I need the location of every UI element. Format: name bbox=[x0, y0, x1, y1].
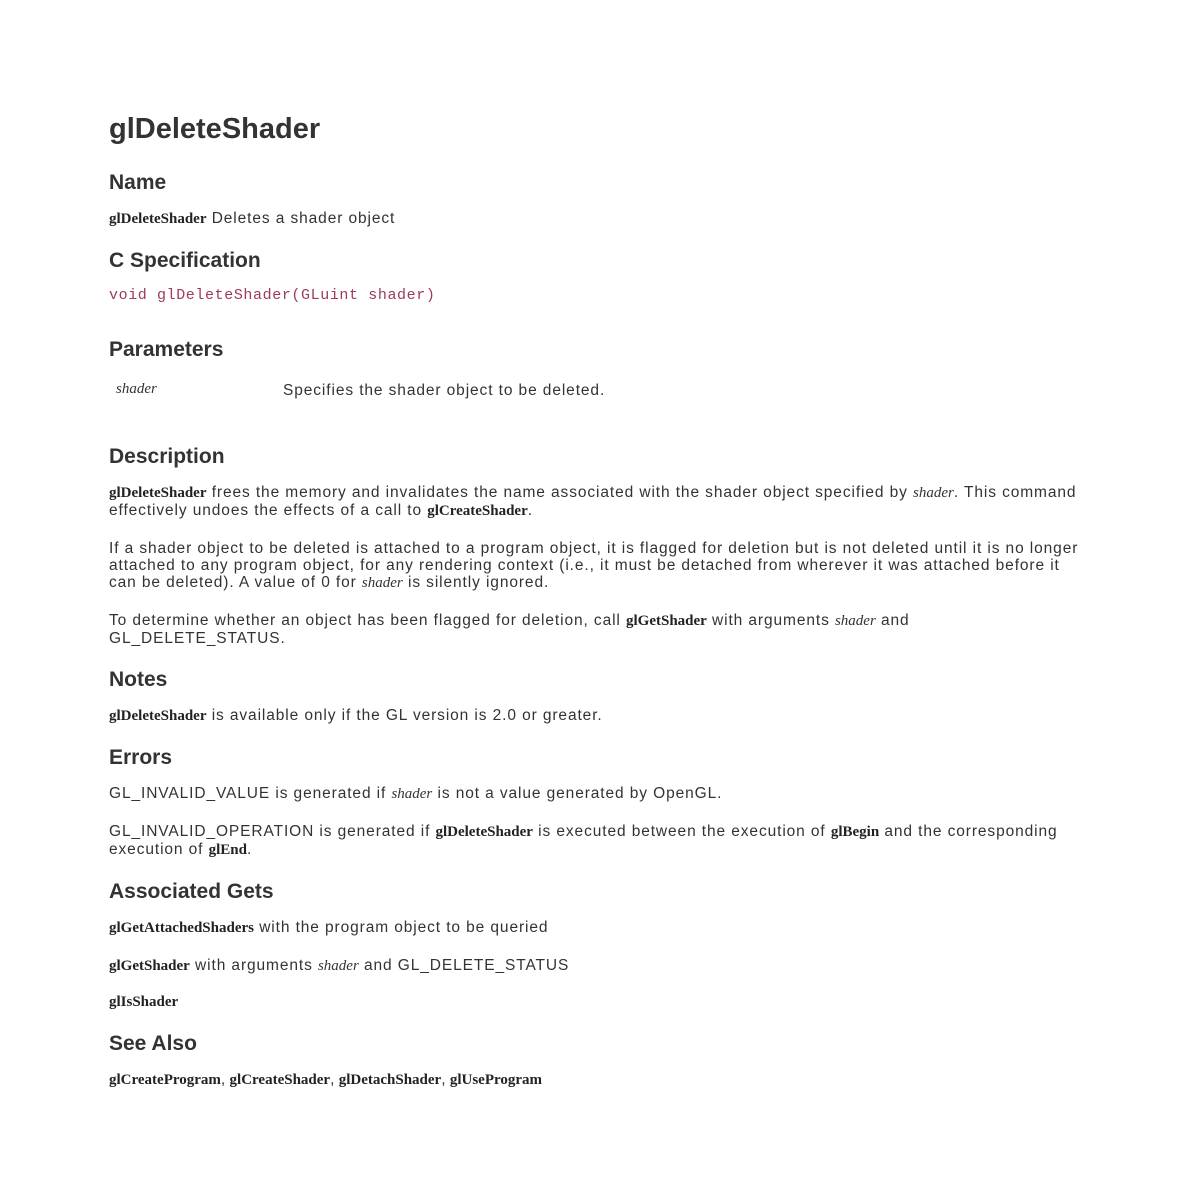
error-invalid-value: GL_INVALID_VALUE is generated if shader is not a value generated by OpenGL. bbox=[109, 785, 723, 802]
associated-get-1: glGetAttachedShaders with the program object to be queried bbox=[109, 919, 549, 936]
description-paragraph-2: If a shader object to be deleted is attached to a program object, it is flagged for deletion but is not deleted until it is no longer attached to any program object, for any rendering context (i.e., it must be detached from wherever it was attached before it can be deleted). A value of 0 for shader is silently ignored. bbox=[109, 540, 1079, 591]
function-link[interactable]: glEnd bbox=[208, 842, 247, 858]
parameter-ref: shader bbox=[913, 485, 954, 501]
function-signature: void glDeleteShader(GLuint shader) bbox=[109, 287, 436, 304]
errors-heading: Errors bbox=[109, 746, 173, 769]
parameters-heading: Parameters bbox=[109, 338, 224, 361]
associated-gets-heading: Associated Gets bbox=[109, 880, 274, 903]
parameter-ref: shader bbox=[361, 575, 403, 591]
function-link[interactable]: glDeleteShader bbox=[109, 708, 207, 724]
parameter-name: shader bbox=[116, 381, 157, 397]
separator: , bbox=[441, 1071, 450, 1088]
function-link[interactable]: glIsShader bbox=[109, 994, 179, 1010]
associated-get-2: glGetShader with arguments shader and GL_DELETE_STATUS bbox=[109, 957, 570, 974]
parameter-description: Specifies the shader object to be deleted. bbox=[283, 382, 606, 399]
see-also-heading: See Also bbox=[109, 1032, 197, 1055]
parameter-row bbox=[109, 381, 1089, 401]
see-also-link[interactable]: glDetachShader bbox=[338, 1072, 442, 1088]
function-link[interactable]: glDeleteShader bbox=[109, 211, 207, 227]
separator: , bbox=[330, 1071, 339, 1088]
function-link[interactable]: glGetShader bbox=[109, 958, 190, 974]
page-title: glDeleteShader bbox=[109, 113, 321, 145]
see-also-link[interactable]: glCreateProgram bbox=[109, 1072, 221, 1088]
see-also-link[interactable]: glCreateShader bbox=[229, 1072, 331, 1088]
function-link[interactable]: glCreateShader bbox=[427, 503, 528, 519]
function-link[interactable]: glGetShader bbox=[625, 613, 707, 629]
error-invalid-operation: GL_INVALID_OPERATION is generated if glDeleteShader is executed between the execution of glBegin and the corresponding execution of glEnd. bbox=[109, 823, 1058, 858]
parameter-ref: shader bbox=[317, 958, 359, 974]
c-specification-heading: C Specification bbox=[109, 249, 261, 272]
notes-heading: Notes bbox=[109, 668, 168, 691]
man-page bbox=[109, 112, 1089, 1089]
separator: , bbox=[220, 1071, 230, 1088]
function-link[interactable]: glDeleteShader bbox=[435, 824, 533, 840]
name-heading: Name bbox=[109, 171, 167, 194]
notes-text: glDeleteShader is available only if the GL version is 2.0 or greater. bbox=[109, 707, 603, 724]
name-text: glDeleteShader Deletes a shader object bbox=[109, 210, 396, 227]
function-link[interactable]: glGetAttachedShaders bbox=[109, 920, 254, 936]
parameter-ref: shader bbox=[834, 613, 876, 629]
description-paragraph-3: To determine whether an object has been flagged for deletion, call glGetShader with arguments shader and GL_DELETE_STATUS. bbox=[109, 612, 910, 647]
see-also-link[interactable]: glUseProgram bbox=[449, 1072, 543, 1088]
description-heading: Description bbox=[109, 445, 225, 468]
associated-get-3 bbox=[109, 993, 1089, 1011]
function-link[interactable]: glBegin bbox=[830, 824, 880, 840]
see-also-list bbox=[109, 1071, 1089, 1089]
description-paragraph-1: glDeleteShader frees the memory and invalidates the name associated with the shader object specified by shader. This command effectively undoes the effects of a call to glCreateShader. bbox=[109, 484, 1077, 519]
function-link[interactable]: glDeleteShader bbox=[109, 485, 207, 501]
parameter-ref: shader bbox=[391, 786, 433, 802]
